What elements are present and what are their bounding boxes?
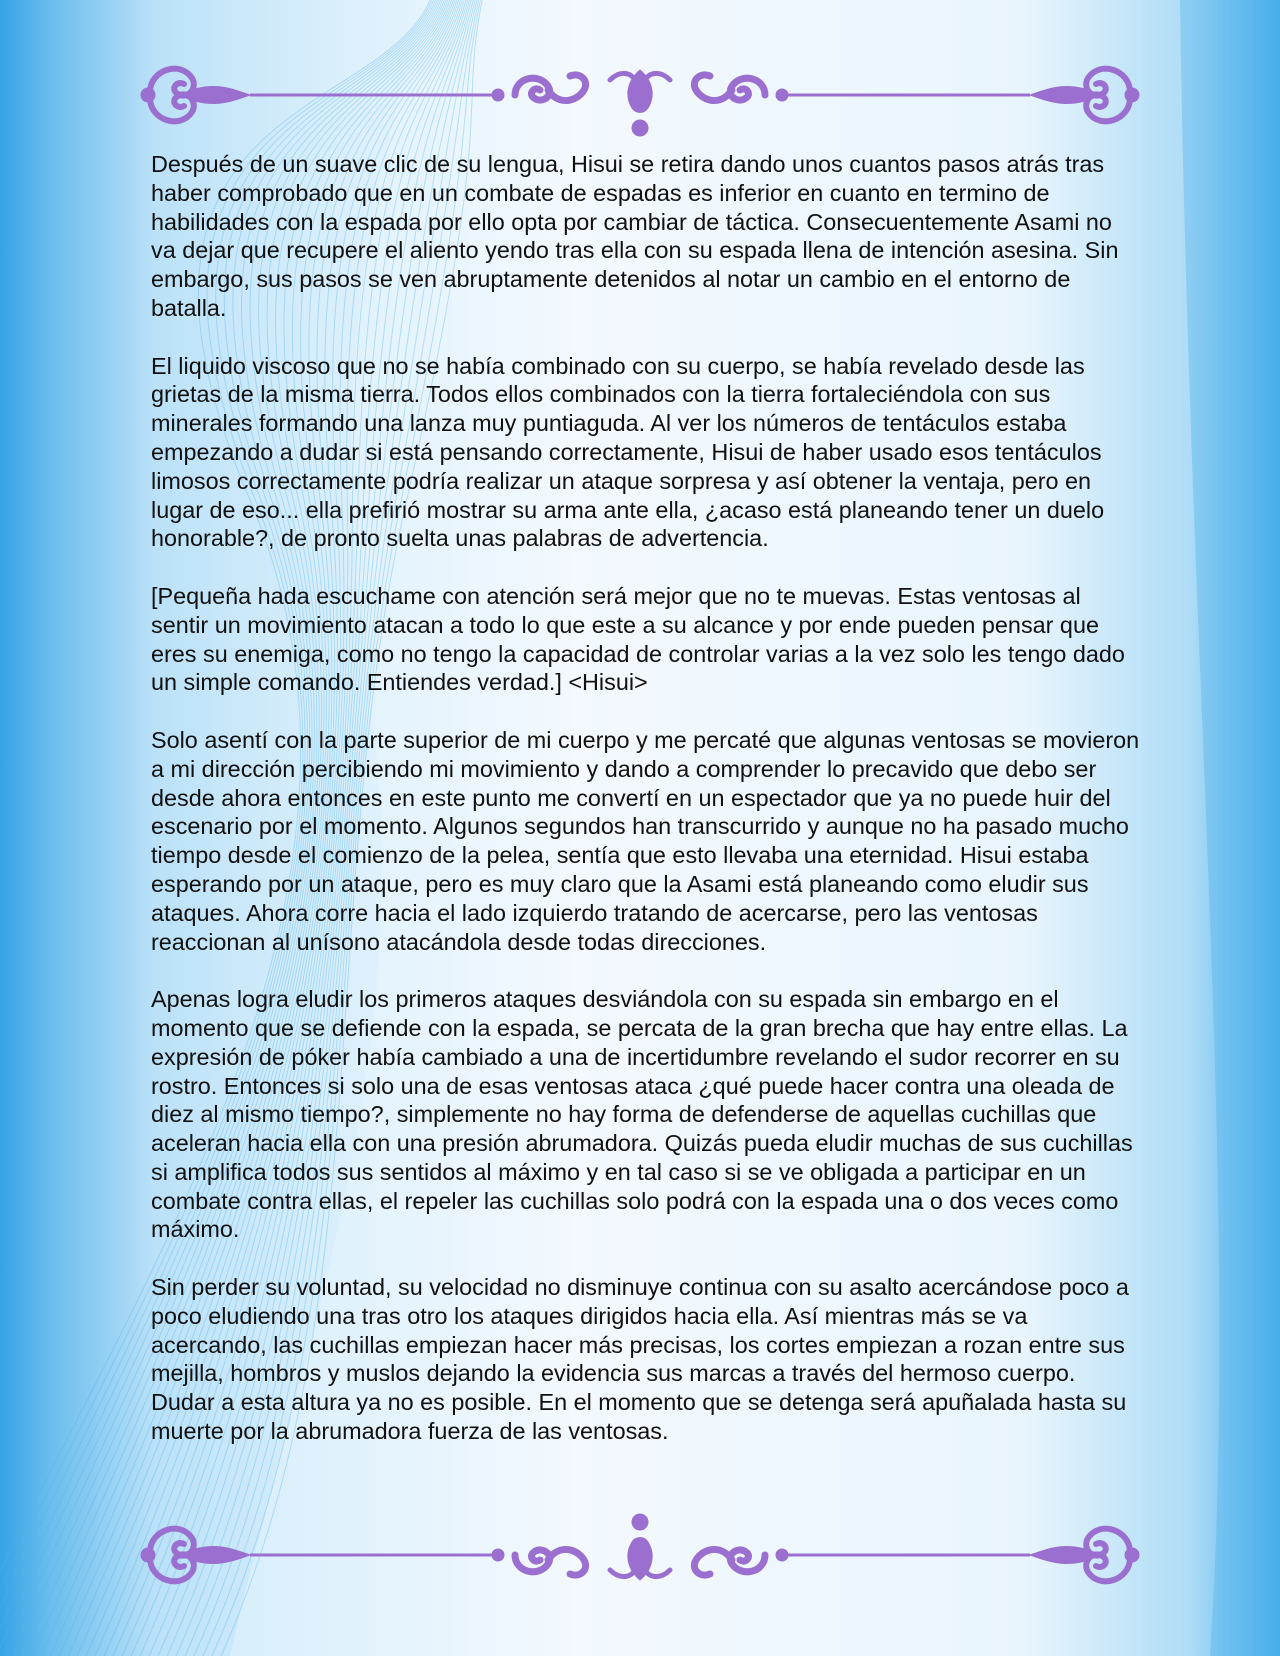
paragraph-1: Después de un suave clic de su lengua, Hisui se retira dando unos cuantos pasos atrás tras haber comprobado que en un combate de espadas es inferior en cuanto en termino de habilidades con la espada por ello opta por cambiar de táctica. Consecuentemente Asami no va dejar que recupere el aliento yendo tras ella con su espada llena de intención asesina. Sin embargo, sus pasos se ven abruptamente detenidos al notar un cambio en el entorno de batalla.: [151, 151, 1119, 321]
paragraph-2: El liquido viscoso que no se había combinado con su cuerpo, se había revelado desde las grietas de la misma tierra. Todos ellos combinados con la tierra fortaleciéndola con sus minerales formando una lanza muy puntiaguda. Al ver los números de tentáculos estaba empezando a dudar si está pensando correctamente, Hisui de haber usado esos tentáculos limosos correctamente podría realizar un ataque sorpresa y así obtener la ventaja, pero en lugar de eso... ella prefirió mostrar su arma ante ella, ¿acaso está planeando tener un duelo honorable?, de pronto suelta unas palabras de advertencia.: [151, 352, 1105, 552]
bottom-ornament: [140, 1510, 1140, 1600]
top-ornament: [140, 50, 1140, 140]
paragraph-4: Solo asentí con la parte superior de mi cuerpo y me percaté que algunas ventosas se movieron a mi dirección percibiendo mi movimiento y dando a comprender lo precavido que debo ser desde ahora entonces en este punto me convertí en un espectador que ya no puede huir del escenario por el momento. Algunos segundos han transcurrido y aunque no ha pasado mucho tiempo desde el comienzo de la pelea, sentía que esto llevaba una eternidad. Hisui estaba esperando por un ataque, pero es muy claro que la Asami está planeando como eludir sus ataques. Ahora corre hacia el lado izquierdo tratando de acercarse, pero las ventosas reaccionan al unísono atacándola desde todas direcciones.: [151, 726, 1140, 955]
paragraph-6: Sin perder su voluntad, su velocidad no disminuye continua con su asalto acercándose poco a poco eludiendo una tras otro los ataques dirigidos hacia ella. Así mientras más se va acercando, las cuchillas empiezan hacer más precisas, los cortes empiezan a rozan entre sus mejilla, hombros y muslos dejando la evidencia sus marcas a través del hermoso cuerpo. Dudar a esta altura ya no es posible. En el momento que se detenga será apuñalada hasta su muerte por la abrumadora fuerza de las ventosas.: [151, 1274, 1129, 1445]
paragraph-5: Apenas logra eludir los primeros ataques desviándola con su espada sin embargo en el momento que se defiende con la espada, se percata de la gran brecha que hay entre ellas. La expresión de póker había cambiado a una de incertidumbre revelando el sudor recorrer en su rostro. Entonces si solo una de esas ventosas ataca ¿qué puede hacer contra una oleada de diez al mismo tiempo?, simplemente no hay forma de defenderse de aquellas cuchillas que aceleran hacia ella con una presión abrumadora. Quizás pueda eludir muchas de sus cuchillas si amplifica todos sus sentidos al máximo y en tal caso si se ve obligada a participar en un combate contra ellas, el repeler las cuchillas solo podrá con la espada una o dos veces como máximo.: [151, 986, 1133, 1243]
paragraph-3: [Pequeña hada escuchame con atención será mejor que no te muevas. Estas ventosas al sentir un movimiento atacan a todo lo que este a su alcance y por ende pueden pensar que eres su enemiga, como no tengo la capacidad de controlar varias a la vez solo les tengo dado un simple comando. Entiendes verdad.] <Hisui>: [151, 582, 1125, 696]
document-body: [151, 150, 1141, 1475]
